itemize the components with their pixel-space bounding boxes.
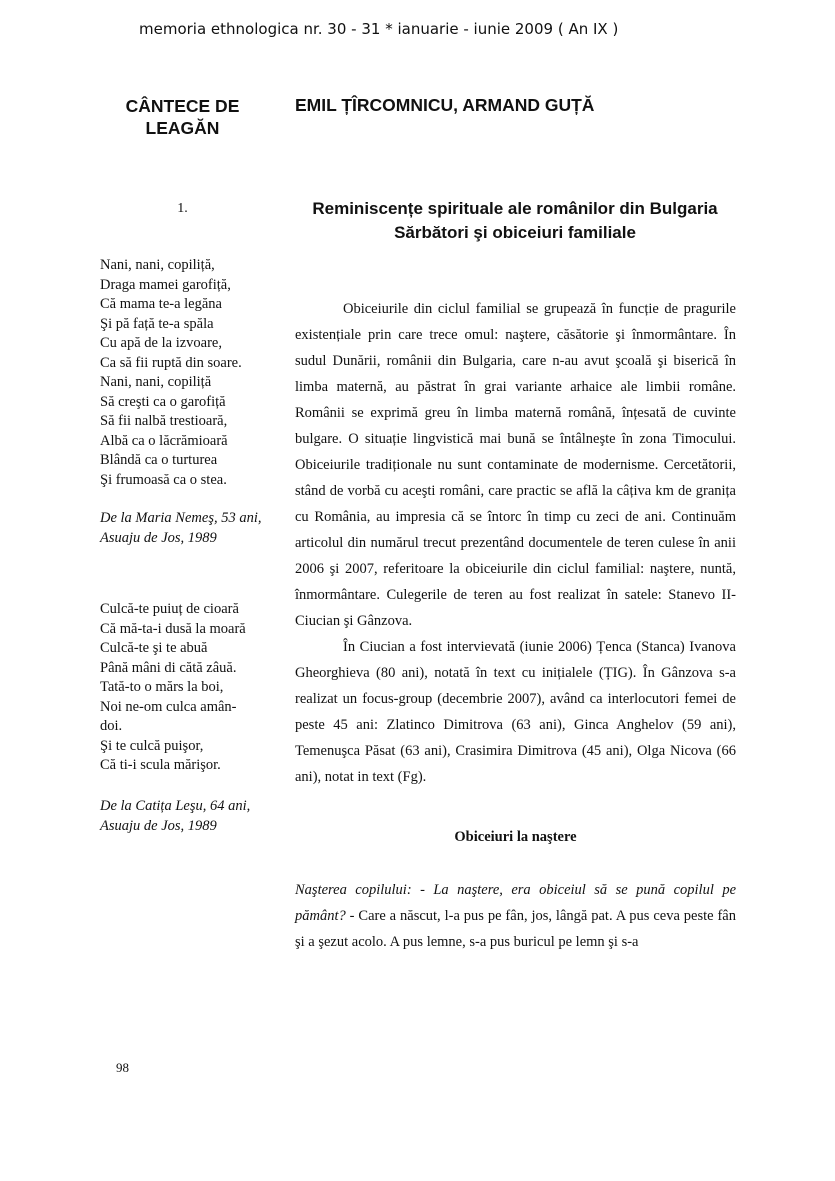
poem-line: doi.	[100, 718, 123, 734]
article-body-continued	[295, 877, 736, 955]
paragraph-1: Obiceiurile din ciclul familial se grupează în funcție de pragurile existențiale prin care trece omul: naştere, căsătorie şi înmormântare. În sudul Dunării, românii din Bulgaria, care n-au avut şcoală şi biserică în limba maternă, au păstrat în grai variante arhaice ale limbii române. Românii se exprimă greu în limba maternă română, înțesată de cuvinte bulgare. O situație lingvistică mai bună se întâlneşte în zona Timocului. Obiceiurile tradiționale nu sunt contaminate de modernisme. Cercetătorii, stând de vorbă cu aceşti români, care practic se află la câțiva km de granița cu România, au impresia că se întorc în timp cu zeci de ani. Continuăm articolul din numărul trecut prezentând documentele de teren culese în anii 2006 şi 2007, referitoare la obiceiurile din ciclul familial: naştere, nuntă, înmormântare. Culegerile de teren au fost realizat în satele: Stanevo II-Ciucian şi Gânzova.	[295, 301, 736, 629]
poem-number: 1.	[177, 201, 188, 216]
poem-line: Şi pă față te-a spăla	[100, 315, 214, 332]
poem-line: Ca să fii ruptă din soare.	[100, 354, 242, 371]
lullaby-poem-1	[100, 256, 275, 490]
poem-1-attribution: De la Maria Nemeş, 53 ani, Asuaju de Jos, 1989	[100, 510, 262, 546]
poem-line: Nani, nani, copiliță,	[100, 257, 215, 273]
journal-header: memoria ethnologica nr. 30 - 31 * ianuarie - iunie 2009 ( An IX )	[139, 20, 619, 38]
paragraph-3	[295, 877, 736, 955]
section-title: CÂNTECE DE LEAGĂN	[125, 96, 240, 138]
poem-line: Cu apă de la izvoare,	[100, 335, 222, 351]
article-authors: EMIL ȚÎRCOMNICU, ARMAND GUȚĂ	[295, 95, 595, 115]
poem-line: Să creşti ca o garofiță	[100, 393, 226, 410]
poem-line: Şi frumoasă ca o stea.	[100, 471, 227, 488]
interview-answer: - Care a născut, l-a pus pe fân, jos, lângă pat. A pus ceva peste fân şi a şezut acolo. A pus lemne, s-a pus buricul pe lemn şi s-a	[295, 908, 736, 950]
poem-line: Nani, nani, copiliță	[100, 374, 212, 390]
article-body	[295, 296, 736, 790]
lullaby-poem-2	[100, 600, 275, 776]
poem-line: Culcă-te şi te abuă	[100, 640, 208, 656]
poem-line: Până mâni di cătă zâuă.	[100, 659, 237, 676]
poem-line: Că mama te-a legăna	[100, 296, 222, 312]
poem-line: Culcă-te puiuț de cioară	[100, 601, 239, 617]
article-title	[292, 197, 738, 245]
section-heading: Obiceiuri la naştere	[454, 829, 577, 845]
poem-line: Că ti-i scula mărişor.	[100, 757, 221, 773]
poem-line: Că mă-ta-i dusă la moară	[100, 620, 246, 637]
poem-line: Să fii nalbă trestioară,	[100, 413, 228, 429]
poem-line: Tată-to o mărs la boi,	[100, 679, 224, 695]
article-title-line-1: Reminiscențe spirituale ale românilor din Bulgaria	[312, 199, 718, 218]
poem-line: Noi ne-om culca amân-	[100, 698, 237, 715]
poem-line: Şi te culcă puişor,	[100, 737, 204, 754]
poem-line: Albă ca o lăcrămioară	[100, 432, 228, 449]
poem-line: Draga mamei garofiță,	[100, 276, 231, 293]
poem-line: Blândă ca o turturea	[100, 452, 218, 468]
article-title-line-2: Sărbători şi obiceiuri familiale	[394, 223, 636, 242]
poem-2-attribution: De la Catița Leşu, 64 ani, Asuaju de Jos, 1989	[100, 798, 251, 834]
interview-question: Naşterea copilului: - La naştere, era obiceiul să se pună copilul pe pământ?	[295, 882, 736, 924]
page-number: 98	[116, 1060, 129, 1075]
paragraph-2: În Ciucian a fost intervievată (iunie 2006) Țenca (Stanca) Ivanova Gheorghieva (80 ani), notată în text cu inițialele (ȚIG). În Gânzova s-a realizat un focus-group (decembrie 2007), având ca interlocutori femei de peste 45 ani: Zlatinco Dimitrova (63 ani), Ginca Anghelov (59 ani), Temenuşca Păsat (63 ani), Crasimira Dimitrova (45 ani), Olga Nicova (66 ani), notat in text (Fg).	[295, 639, 736, 785]
